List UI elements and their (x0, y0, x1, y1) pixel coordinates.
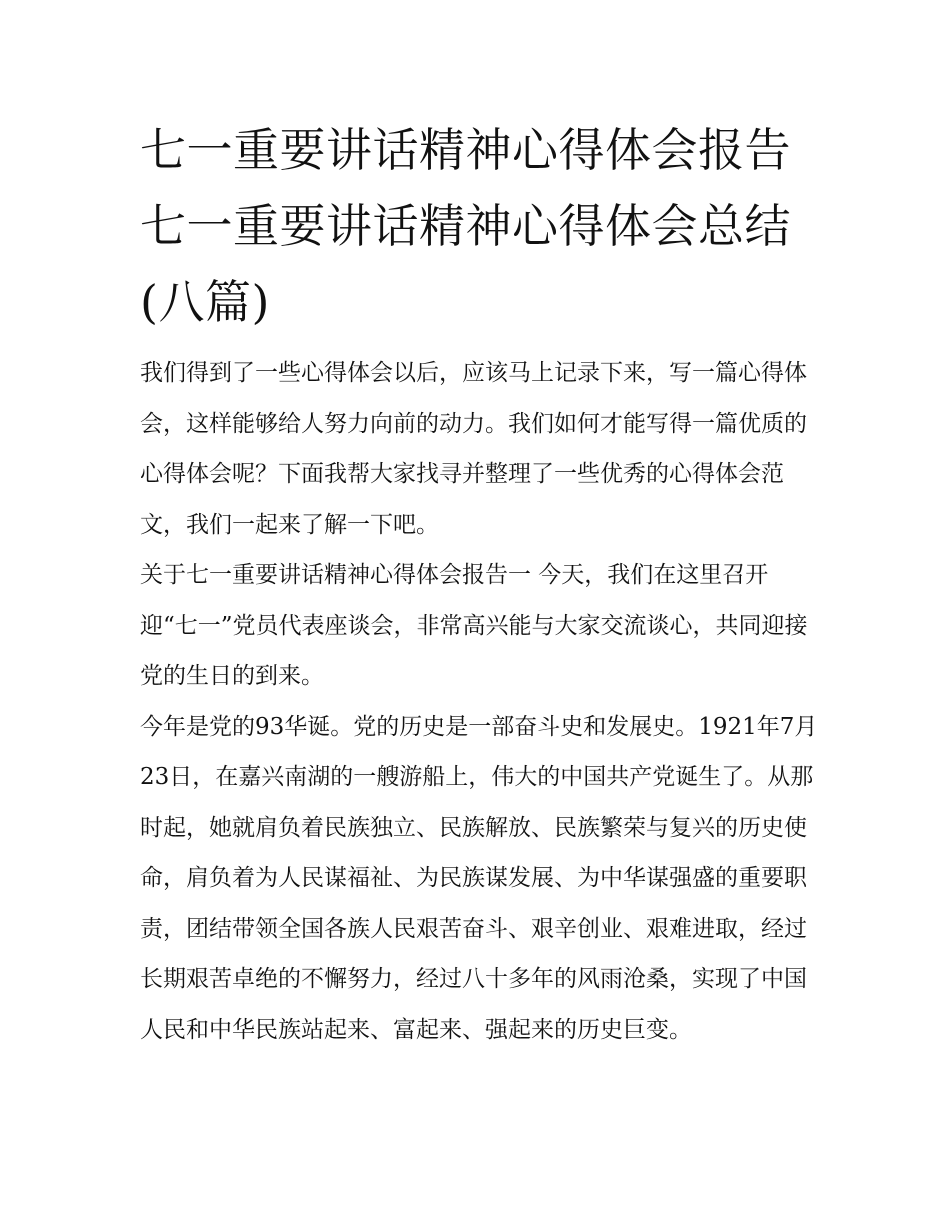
history-paragraph: 今年是党的93华诞。党的历史是一部奋斗史和发展史。1921年7月23日，在嘉兴南湖的一艘游船上，伟大的中国共产党诞生了。从那时起，她就肩负着民族独立、民族解放、民族繁荣与复兴的历史使命，肩负着为人民谋福祉、为民族谋发展、为中华谋强盛的重要职责，团结带领全国各族人民艰苦奋斗、艰辛创业、艰难进取，经过长期艰苦卓绝的不懈努力，经过八十多年的风雨沧桑，实现了中国人民和中华民族站起来、富起来、强起来的历史巨变。 (140, 713, 818, 1043)
section-one-paragraph: 关于七一重要讲话精神心得体会报告一 今天，我们在这里召开迎“七一”党员代表座谈会，非常高兴能与大家交流谈心，共同迎接党的生日的到来。 (140, 562, 808, 689)
document-title: 七一重要讲话精神心得体会报告 七一重要讲话精神心得体会总结(八篇) (140, 123, 791, 329)
intro-paragraph: 我们得到了一些心得体会以后，应该马上记录下来，写一篇心得体会，这样能够给人努力向前的动力。我们如何才能写得一篇优质的心得体会呢？下面我帮大家找寻并整理了一些优秀的心得体会范文，我们一起来了解一下吧。 (140, 360, 807, 538)
document-body (140, 112, 820, 1055)
